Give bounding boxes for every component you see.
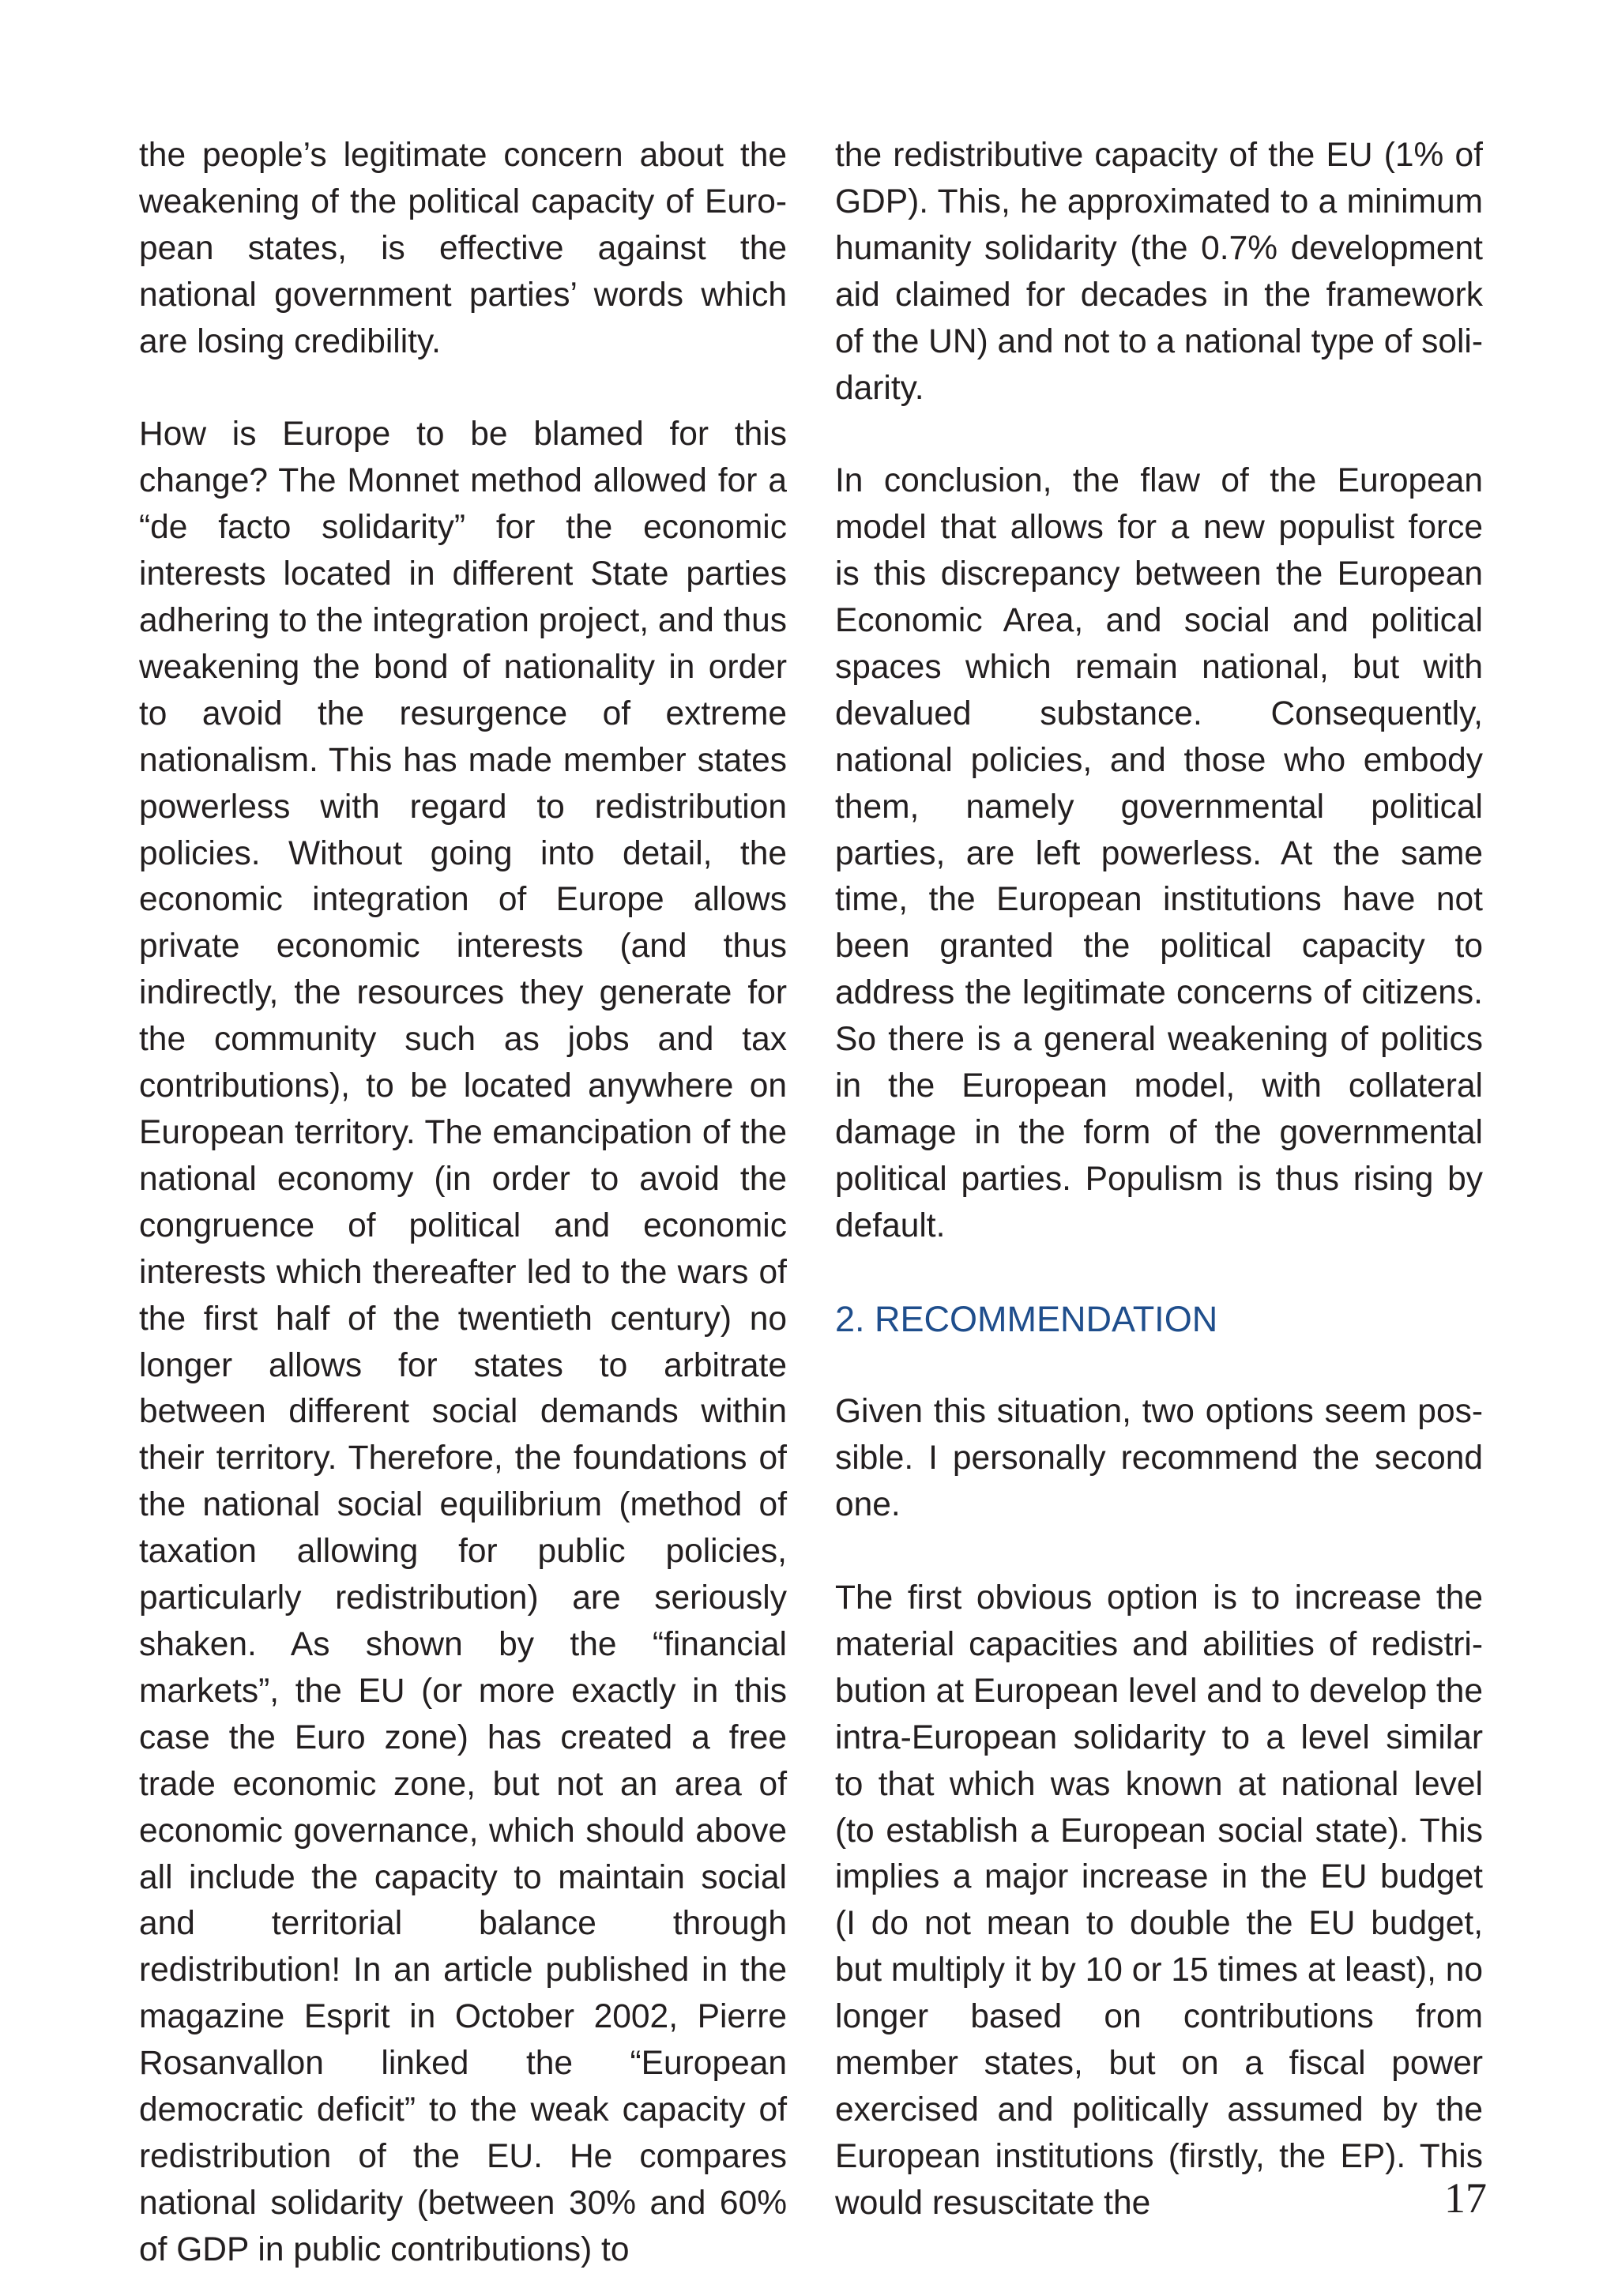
paragraph: How is Europe to be blamed for this change? The Monnet method allowed for a “de facto solidarity” for the economic interests located in different State parties adhering to the integration project, and thus weakening the bond of nationality in order to avoid the resurgence of extreme nationalism. This has made member states powerless with regard to redistribution policies. Without going into detail, the economic integration of Europe allows private economic interests (and thus indirectly, the resources they generate for the community such as jobs and tax contributions), to be located anywhere on European territory. The emancipation of the national economy (in order to avoid the congruence of political and economic interests which thereafter led to the wars of the first half of the twentieth century) no longer allows for states to arbitrate between different social demands within their territory. Therefore, the foundations of the national social equilibrium (method of taxation allowing for public policies, particularly redistribution) are seriously shaken. As shown by the “financial markets”, the EU (or more exactly in this case the Euro zone) has created a free trade economic zone, but not an area of economic governance, which should above all include the capacity to maintain social and territorial balance through redistribution! In an article published in the magazine Esprit in October 2002, Pierre Rosanvallon linked the “European democratic deficit” to the weak capacity of redistribution of the EU. He compares national solidarity (between 30% and 60% of GDP in public contributions) to (139, 416, 787, 2268)
page-number: 17 (1444, 2174, 1487, 2222)
paragraph: The first obvious option is to increase the material capacities and abilities of redistribution at European level and to develop the intra-European solidarity to a level similar to that which was known at national level (to establish a European social state). This implies a major increase in the EU budget (I do not mean to double the EU budget, but multiply it by 10 or 15 times at least), no longer based on contributions from member states, but on a fiscal power exercised and politically assumed by the European institutions (firstly, the EP). This would resuscitate the (835, 1579, 1483, 2222)
paragraph-spacer (835, 1529, 1483, 1575)
paragraph: In conclusion, the flaw of the European model that allows for a new populist force is this discrepancy between the European Economic Area, and social and political spaces which remain national, but with devalued substance. Consequently, national policies, and those who embody them, namely governmental political parties, are left powerless. At the same time, the European institutions have not been granted the political capacity to address the legitimate concerns of citizens. So there is a general weakening of politics in the European model, with collateral damage in the form of the governmental political parties. Populism is thus rising by default. (835, 462, 1483, 1244)
right-column (835, 133, 1483, 2227)
paragraph: Given this situation, two options seem possible. I personally recommend the second one. (835, 1393, 1483, 1524)
paragraph-spacer (835, 412, 1483, 458)
paragraph: the redistributive capacity of the EU (1% of GDP). This, he approximated to a minimum humanity solidarity (the 0.7% development aid claimed for decades in the framework of the UN) and not to a national type of solidarity. (835, 137, 1483, 407)
section-heading: 2. RECOMMENDATION (835, 1298, 1218, 1339)
paragraph-spacer (835, 1343, 1483, 1390)
left-column (139, 133, 787, 2274)
paragraph-spacer (835, 1250, 1483, 1297)
paragraph-spacer (139, 366, 787, 412)
paragraph: the people’s legitimate concern about the weakening of the political capacity of European states, is effective against the national government parties’ words which are losing credibility. (139, 137, 787, 360)
